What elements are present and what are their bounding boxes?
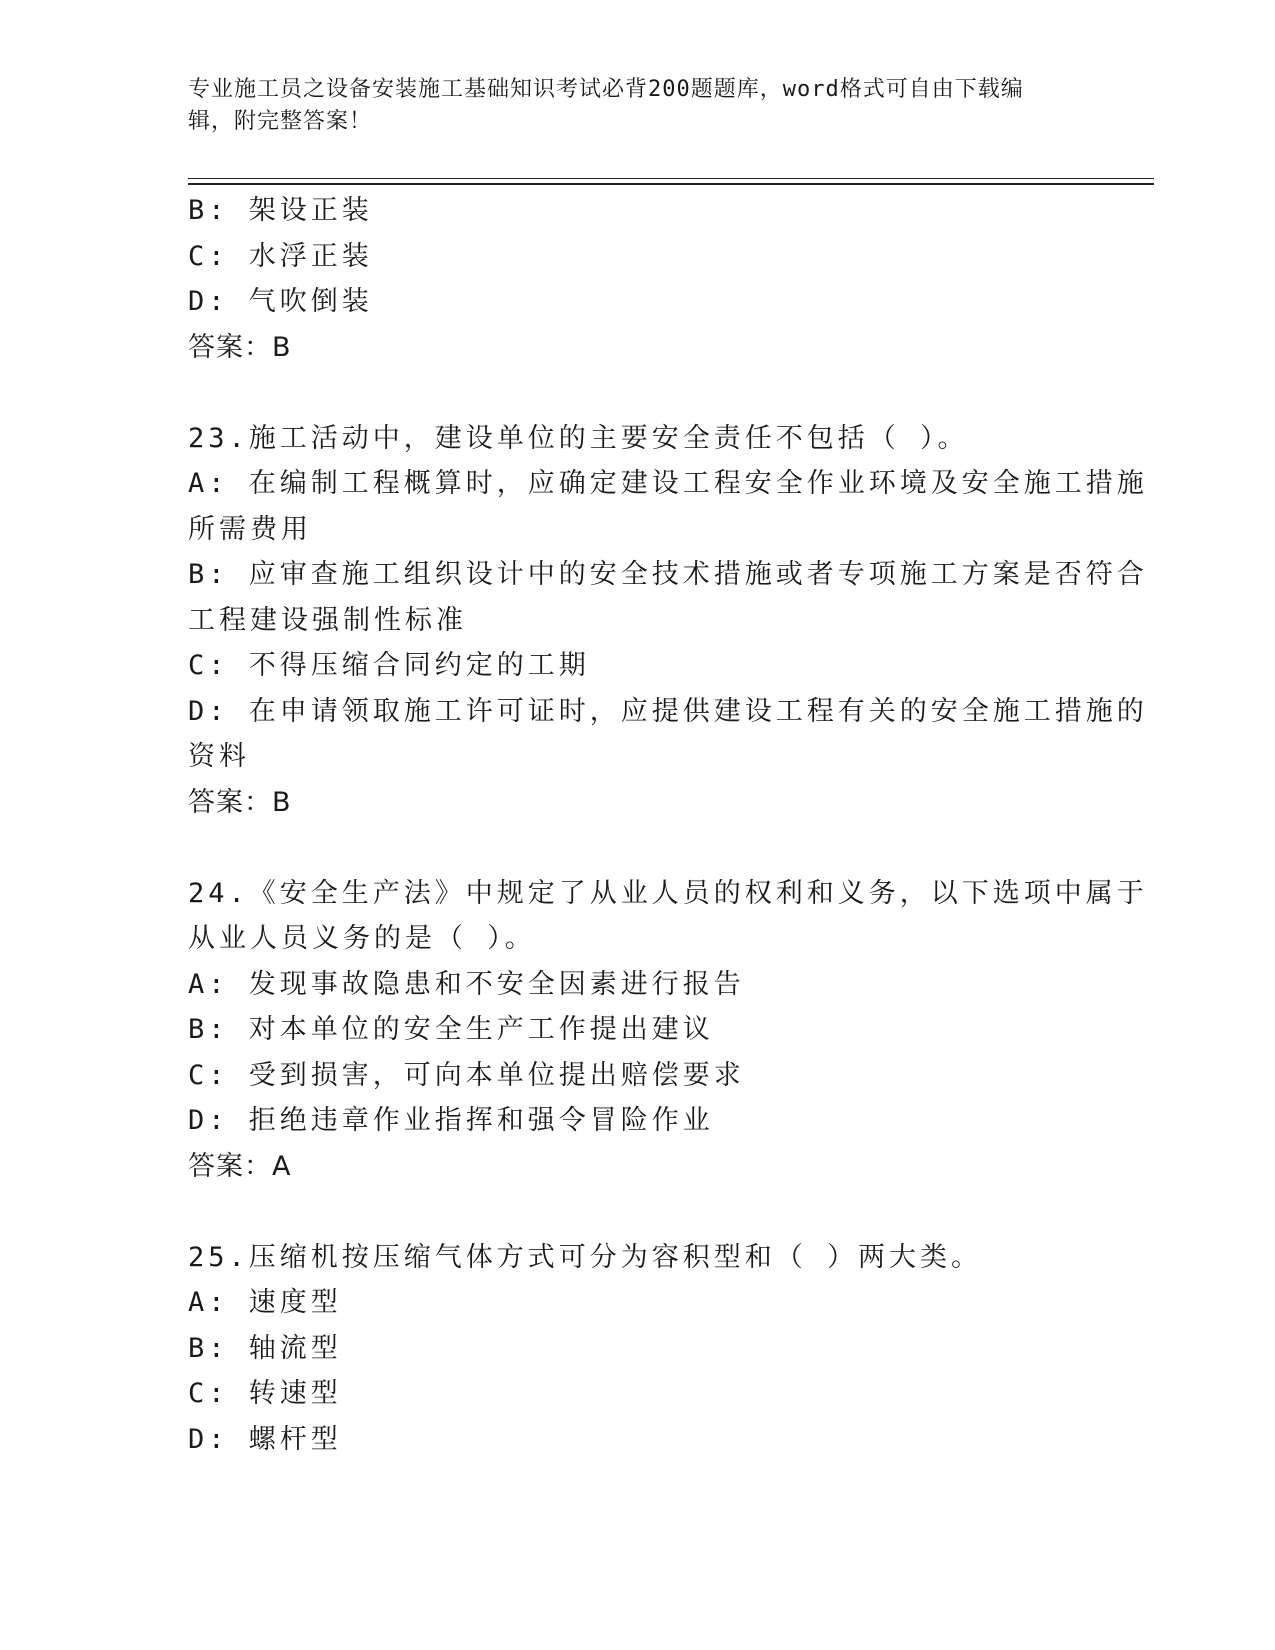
document-header: 专业施工员之设备安装施工基础知识考试必背200题题库，word格式可自由下载编辑，附完整答案！ xyxy=(188,77,1024,134)
option-d: D: 拒绝违章作业指挥和强令冒险作业 xyxy=(188,1105,714,1136)
option-b: B: 对本单位的安全生产工作提出建议 xyxy=(188,1014,714,1045)
option-b: B: 架设正装 xyxy=(188,195,373,226)
answer-label: 答案：B xyxy=(188,786,292,818)
header-rule-thin xyxy=(188,178,1154,179)
option-d: D: 在申请领取施工许可证时，应提供建设工程有关的安全施工措施的 xyxy=(188,695,1148,727)
option-d: D: 气吹倒装 xyxy=(188,286,373,317)
option-b: B: 应审查施工组织设计中的安全技术措施或者专项施工方案是否符合 xyxy=(188,559,1148,590)
question-24-block xyxy=(188,871,1148,1190)
option-d-continued: 资料 xyxy=(188,741,250,772)
question-stem: 24.《安全生产法》中规定了从业人员的权利和义务，以下选项中属于 xyxy=(188,877,1148,909)
option-c: C: 水浮正装 xyxy=(188,240,373,272)
option-c: C: 转速型 xyxy=(188,1378,342,1409)
option-c: C: 受到损害，可向本单位提出赔偿要求 xyxy=(188,1059,745,1091)
option-d: D: 螺杆型 xyxy=(188,1423,342,1455)
option-b: B: 轴流型 xyxy=(188,1332,342,1364)
question-stem: 23.施工活动中，建设单位的主要安全责任不包括（ ）。 xyxy=(188,422,969,454)
question-22-block xyxy=(188,188,1088,370)
option-a-continued: 所需费用 xyxy=(188,513,312,545)
answer-label: 答案：B xyxy=(188,331,292,363)
answer-label: 答案：A xyxy=(188,1150,292,1182)
header-rule-thick xyxy=(188,183,1154,185)
question-stem: 25.压缩机按压缩气体方式可分为容积型和（ ）两大类。 xyxy=(188,1241,983,1273)
option-c: C: 不得压缩合同约定的工期 xyxy=(188,650,590,681)
option-a: A: 在编制工程概算时，应确定建设工程安全作业环境及安全施工措施 xyxy=(188,468,1148,499)
question-23-block xyxy=(188,416,1148,826)
option-a: A: 发现事故隐患和不安全因素进行报告 xyxy=(188,968,745,1000)
option-a: A: 速度型 xyxy=(188,1287,342,1318)
option-b-continued: 工程建设强制性标准 xyxy=(188,604,467,636)
question-stem-continued: 从业人员义务的是（ ）。 xyxy=(188,923,536,954)
question-25-block xyxy=(188,1235,1088,1463)
question-list xyxy=(188,188,1148,1462)
